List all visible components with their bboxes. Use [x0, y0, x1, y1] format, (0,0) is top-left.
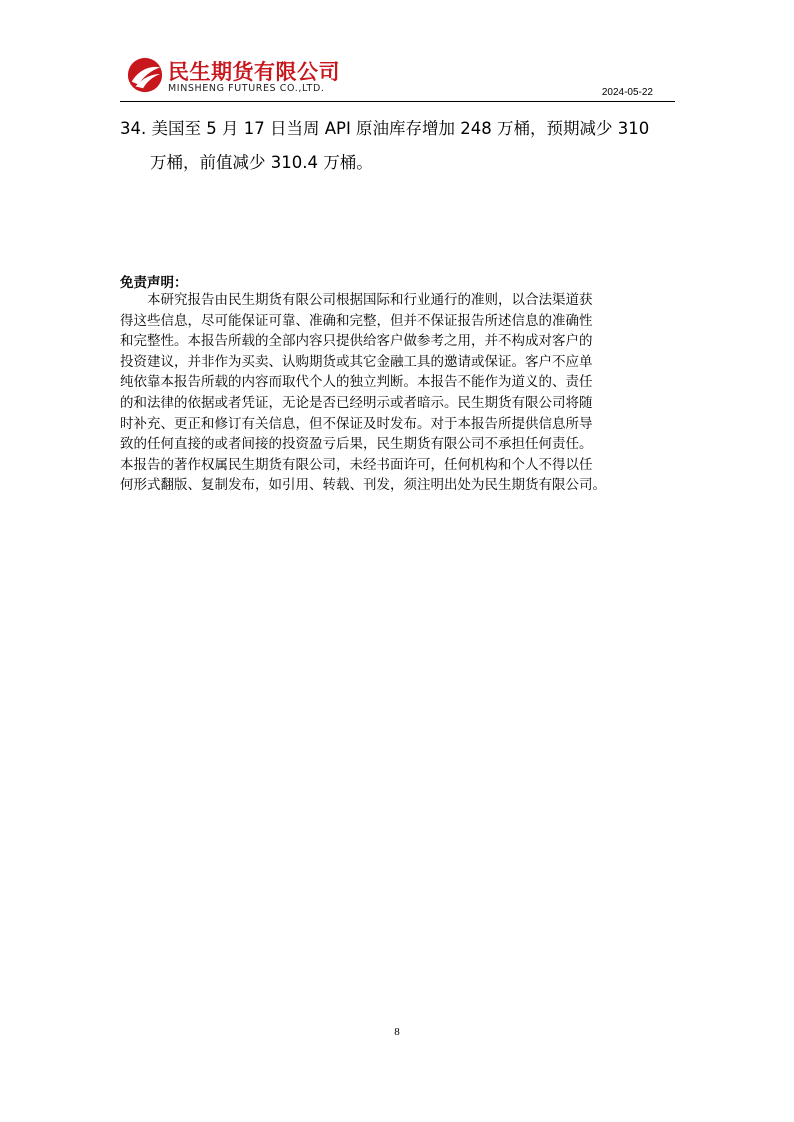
- disclaimer-line: 和完整性。本报告所载的全部内容只提供给客户做参考之用，并不构成对客户的: [120, 333, 593, 350]
- disclaimer-line: 投资建议，并非作为买卖、认购期货或其它金融工具的邀请或保证。客户不应单: [120, 353, 593, 370]
- page-number: 8: [394, 1026, 400, 1038]
- disclaimer-body: [120, 290, 676, 496]
- disclaimer-line: 时补充、更正和修订有关信息，但不保证及时发布。对于本报告所提供信息所导: [120, 415, 593, 432]
- disclaimer-line: 本研究报告由民生期货有限公司根据国际和行业通行的准则，以合法渠道获: [120, 292, 593, 308]
- disclaimer-line: 纯依靠本报告所载的内容而取代个人的独立判断。本报告不能作为道义的、责任: [120, 374, 593, 391]
- disclaimer-line: 本报告的著作权属民生期货有限公司，未经书面许可，任何机构和个人不得以任: [120, 456, 593, 473]
- header-divider: [120, 101, 675, 102]
- news-item: [120, 112, 680, 180]
- disclaimer-line: 致的任何直接的或者间接的投资盈亏后果，民生期货有限公司不承担任何责任。: [120, 436, 593, 453]
- minsheng-logo-icon: [126, 56, 164, 94]
- page-header: [120, 52, 675, 102]
- company-name-cn: 民生期货有限公司: [168, 60, 340, 84]
- news-item-line-1: 34. 美国至 5 月 17 日当周 API 原油库存增加 248 万桶，预期减少 310: [120, 119, 650, 138]
- news-item-line-2: 万桶，前值减少 310.4 万桶。: [150, 153, 373, 172]
- disclaimer-title: 免责声明：: [120, 275, 188, 291]
- disclaimer-line: 的和法律的依据或者凭证，无论是否已经明示或者暗示。民生期货有限公司将随: [120, 394, 593, 411]
- disclaimer-line: 何形式翻版、复制发布，如引用、转载、刊发，须注明出处为民生期货有限公司。: [120, 477, 606, 494]
- company-name-en: MINSHENG FUTURES CO.,LTD.: [168, 83, 325, 94]
- report-date: 2024-05-22: [601, 87, 653, 98]
- disclaimer-line: 得这些信息，尽可能保证可靠、准确和完整，但并不保证报告所述信息的准确性: [120, 312, 593, 329]
